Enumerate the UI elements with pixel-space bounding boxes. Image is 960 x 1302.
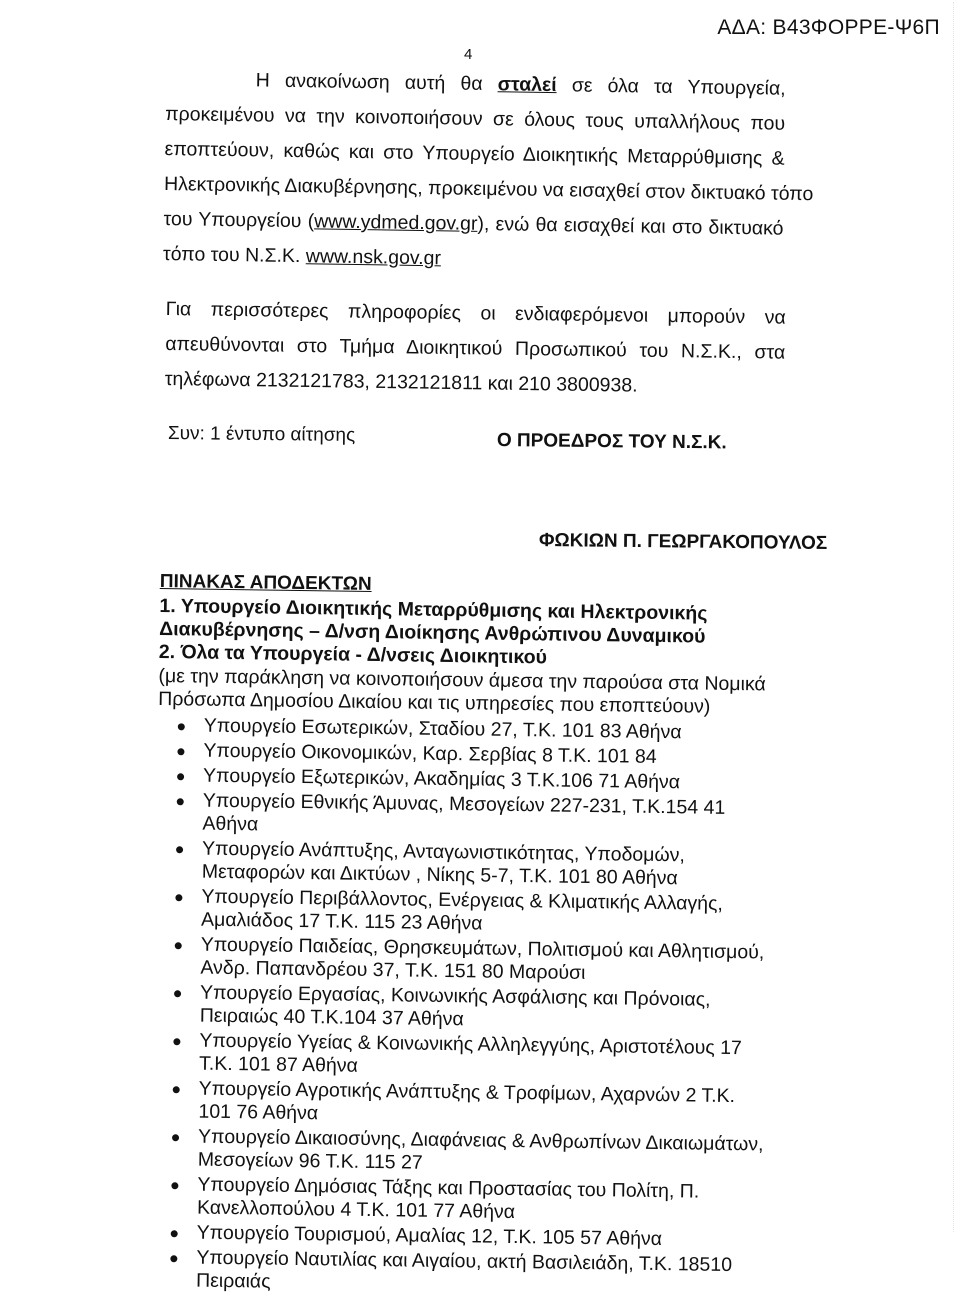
list-item: Υπουργείο Δημόσιας Τάξης και Προστασίας του Πολίτη, Π. Κανελλοπούλου 4 Τ.Κ. 101 77 Αθήνα	[151, 1173, 764, 1228]
list-item: Υπουργείο Υγείας & Κοινωνικής Αλληλεγγύης, Αριστοτέλους 17 Τ.Κ. 101 87 Αθήνα	[153, 1029, 766, 1084]
ministry-list	[150, 714, 770, 1300]
recipient-note-cont: Πρόσωπα Δημοσίου Δικαίου και τις υπηρεσίες που εποπτεύουν)	[158, 687, 711, 718]
recipient-note: (με την παράκληση να κοινοποιήσουν άμεσα την παρούσα στα Νομικά	[158, 664, 766, 696]
announcement-paragraph	[162, 62, 814, 282]
list-item: Υπουργείο Εθνικής Άμυνας, Μεσογείων 227-231, Τ.Κ.154 41 Αθήνα	[156, 789, 769, 844]
list-item: Υπουργείο Εσωτερικών, Σταδίου 27, Τ.Κ. 101 83 Αθήνα	[158, 714, 770, 746]
text-segment: ), ενώ θα εισαχθεί και στο δικτυακό	[477, 212, 784, 240]
nsk-website-link[interactable]: www.nsk.gov.gr	[305, 245, 442, 270]
page-number: 4	[464, 46, 473, 63]
recipient-item-2: 2. Όλα τα Υπουργεία - Δ/νσεις Διοικητικού	[158, 640, 548, 669]
list-item: Υπουργείο Εργασίας, Κοινωνικής Ασφάλισης και Πρόνοιας, Πειραιώς 40 Τ.Κ.104 37 Αθήνα	[154, 981, 767, 1036]
paragraph-line: προκειμένου να την κοινοποιήσουν σε όλους τους υπαλλήλους που	[165, 102, 786, 135]
signer-name: ΦΩΚΙΩΝ Π. ΓΕΩΡΓΑΚΟΠΟΥΛΟΣ	[538, 530, 828, 555]
text-segment: του Υπουργείου (	[163, 207, 315, 233]
president-title: Ο ΠΡΟΕΔΡΟΣ ΤΟΥ Ν.Σ.Κ.	[496, 430, 727, 454]
list-item: Υπουργείο Περιβάλλοντος, Ενέργειας & Κλιματικής Αλλαγής, Αμαλιάδος 17 Τ.Κ. 115 23 Αθήνα	[155, 885, 768, 940]
paragraph-line: Για περισσότερες πληροφορίες οι ενδιαφερόμενοι μπορούν να	[165, 297, 786, 329]
list-item: Υπουργείο Τουρισμού, Αμαλίας 12, Τ.Κ. 105 57 Αθήνα	[151, 1221, 763, 1253]
list-item: Υπουργείο Οικονομικών, Καρ. Σερβίας 8 Τ.Κ. 101 84	[157, 739, 769, 771]
recipients-title: ΠΙΝΑΚΑΣ ΑΠΟΔΕΚΤΩΝ	[159, 570, 372, 595]
ada-code: ΑΔΑ: Β43ΦΟΡΡΕ-Ψ6Π	[717, 16, 940, 39]
list-item: Υπουργείο Εξωτερικών, Ακαδημίας 3 Τ.Κ.106 71 Αθήνα	[157, 764, 769, 796]
paragraph-line: απευθύνονται στο Τμήμα Διοικητικού Προσωπικού του Ν.Σ.Κ., στα	[165, 332, 786, 364]
list-item: Υπουργείο Ναυτιλίας και Αιγαίου, ακτή Βασιλειάδη, Τ.Κ. 18510 Πειραιάς	[150, 1246, 763, 1301]
ministry-website-link[interactable]: www.ydmed.gov.gr	[314, 210, 478, 235]
paragraph-line: τηλέφωνα 2132121783, 2132121811 και 210 3800938.	[164, 367, 638, 397]
contact-paragraph	[165, 292, 786, 406]
recipient-item-1-cont: Διακυβέρνησης – Δ/νση Διοίκησης Ανθρώπινου Δυναμικού	[159, 617, 706, 648]
list-item: Υπουργείο Παιδείας, Θρησκευμάτων, Πολιτισμού και Αθλητισμού, Ανδρ. Παπανδρέου 37, Τ.Κ. 151 80 Μαρούσι	[154, 933, 767, 988]
paragraph-line: Ηλεκτρονικής Διακυβέρνησης, προκειμένου να εισαχθεί στον δικτυακό τόπο	[163, 172, 814, 206]
list-item: Υπουργείο Αγροτικής Ανάπτυξης & Τροφίμων, Αχαρνών 2 Τ.Κ. 101 76 Αθήνα	[152, 1077, 765, 1132]
recipients-section	[150, 570, 772, 1302]
enclosure-note: Συν: 1 έντυπο αίτησης	[167, 423, 356, 446]
recipient-item-1: 1. Υπουργείο Διοικητικής Μεταρρύθμισης και Ηλεκτρονικής	[159, 594, 708, 625]
scan-edge-marks	[950, 2, 954, 1232]
text-segment: σε όλα τα Υπουργεία,	[556, 74, 786, 100]
text-segment: Η ανακοίνωση αυτή θα	[255, 69, 498, 96]
list-item: Υπουργείο Δικαιοσύνης, Διαφάνειας & Ανθρωπίνων Δικαιωμάτων, Μεσογείων 96 Τ.Κ. 115 27	[152, 1125, 765, 1180]
paragraph-line: εποπτεύουν, καθώς και στο Υπουργείο Διοικητικής Μεταρρύθμισης &	[164, 137, 785, 170]
text-segment: τόπο του Ν.Σ.Κ.	[162, 242, 307, 268]
list-item: Υπουργείο Ανάπτυξης, Ανταγωνιστικότητας, Υποδομών, Μεταφορών και Δικτύων , Νίκης 5-7, Τ.Κ. 101 80 Αθήνα	[156, 837, 769, 892]
emphasized-word: σταλεί	[497, 73, 557, 97]
